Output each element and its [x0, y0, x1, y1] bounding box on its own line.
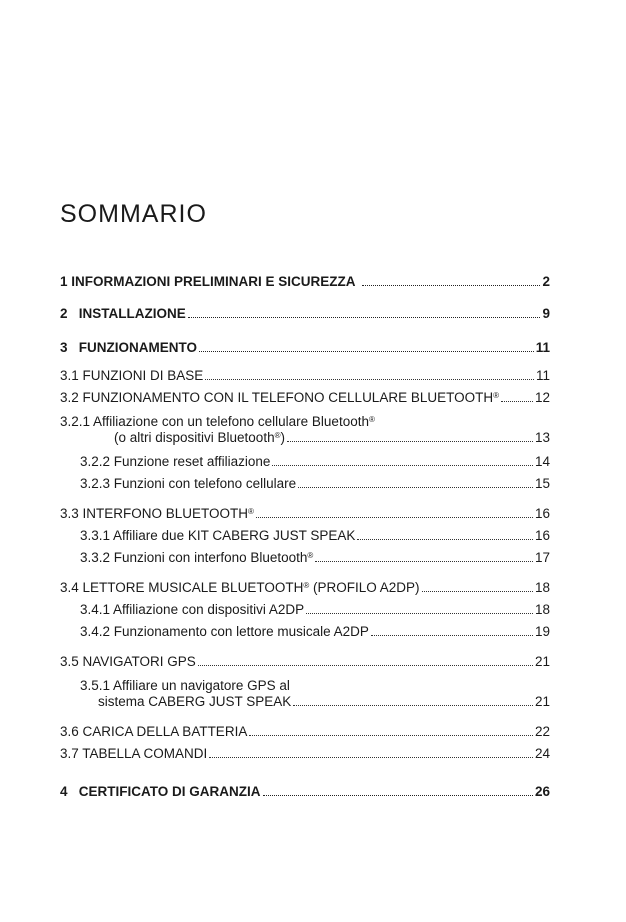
- dot-leader: [199, 350, 534, 352]
- toc-entry-3-2[interactable]: [60, 390, 550, 406]
- toc-entry-title: 3.3.2 Funzioni con interfono Bluetooth®: [80, 550, 314, 565]
- toc-entry-page: 18: [534, 602, 550, 617]
- toc-entry-3-2-1[interactable]: [60, 414, 375, 430]
- toc-entry-3-6[interactable]: [60, 724, 550, 740]
- toc-entry-title: 1 INFORMAZIONI PRELIMINARI E SICUREZZA: [60, 274, 356, 289]
- toc-entry-title: 3.4 LETTORE MUSICALE BLUETOOTH® (PROFILO A2DP): [60, 580, 420, 595]
- toc-entry-page: 12: [534, 390, 550, 405]
- toc-entry-title: 3.6 CARICA DELLA BATTERIA: [60, 724, 248, 739]
- toc-entry-title: 3.3.1 Affiliare due KIT CABERG JUST SPEAK: [80, 528, 356, 543]
- toc-entry-page: 13: [534, 430, 550, 445]
- dot-leader: [357, 538, 533, 540]
- toc-entry-page: 24: [534, 746, 550, 761]
- toc-entry-title: (o altri dispositivi Bluetooth®): [114, 430, 285, 445]
- toc-entry-title: 3.2 FUNZIONAMENTO CON IL TELEFONO CELLULARE BLUETOOTH®: [60, 390, 500, 405]
- toc-entry-title: 4 CERTIFICATO DI GARANZIA: [60, 784, 261, 799]
- dot-leader: [298, 486, 533, 488]
- toc-entry-3-4[interactable]: [60, 580, 550, 596]
- dot-leader: [209, 756, 533, 758]
- dot-leader: [371, 634, 533, 636]
- toc-entry-2[interactable]: [60, 306, 550, 322]
- toc-entry-3-5-1[interactable]: [80, 678, 290, 694]
- toc-entry-3-2-1-cont[interactable]: [114, 430, 550, 446]
- dot-leader: [306, 612, 533, 614]
- toc-entry-4[interactable]: [60, 784, 550, 800]
- registered-mark: ®: [303, 581, 310, 590]
- toc-entry-title: 3.5.1 Affiliare un navigatore GPS al: [80, 678, 290, 693]
- toc-entry-3-5[interactable]: [60, 654, 550, 670]
- dot-leader: [263, 794, 533, 796]
- toc-entry-page: 16: [534, 506, 550, 521]
- dot-leader: [249, 734, 533, 736]
- registered-mark: ®: [248, 507, 254, 516]
- registered-mark: ®: [307, 551, 314, 560]
- toc-entry-title: 3.1 FUNZIONI DI BASE: [60, 368, 204, 383]
- toc-entry-page: 9: [542, 306, 550, 321]
- toc-entry-page: 26: [534, 784, 550, 799]
- dot-leader: [256, 516, 533, 518]
- toc-entry-3-1[interactable]: [60, 368, 550, 384]
- toc-entry-title: 3.2.3 Funzioni con telefono cellulare: [80, 476, 297, 491]
- toc-entry-1[interactable]: [60, 274, 550, 290]
- toc-entry-title: 3.5 NAVIGATORI GPS: [60, 654, 196, 669]
- toc-entry-title: 3.4.2 Funzionamento con lettore musicale A2DP: [80, 624, 369, 639]
- dot-leader: [362, 284, 541, 286]
- dot-leader: [293, 704, 533, 706]
- dot-leader: [188, 316, 541, 318]
- toc-entry-3-7[interactable]: [60, 746, 550, 762]
- toc-entry-3-2-2[interactable]: [80, 454, 550, 470]
- toc-entry-page: 11: [535, 368, 550, 383]
- toc-entry-page: 11: [535, 340, 550, 355]
- toc-entry-title: 3.2.2 Funzione reset affiliazione: [80, 454, 271, 469]
- toc-entry-title: 2 INSTALLAZIONE: [60, 306, 186, 321]
- dot-leader: [501, 400, 533, 402]
- page-title: SOMMARIO: [60, 200, 207, 228]
- toc-entry-page: 15: [534, 476, 550, 491]
- toc-entry-page: 16: [534, 528, 550, 543]
- dot-leader: [315, 560, 533, 562]
- toc-entry-page: 19: [534, 624, 550, 639]
- toc-entry-3-3-2[interactable]: [80, 550, 550, 566]
- registered-mark: ®: [274, 431, 281, 440]
- toc-entry-title: 3.3 INTERFONO BLUETOOTH®: [60, 506, 254, 521]
- dot-leader: [272, 464, 533, 466]
- registered-mark: ®: [368, 415, 375, 424]
- toc-entry-3[interactable]: [60, 340, 550, 356]
- toc-entry-3-4-1[interactable]: [80, 602, 550, 618]
- toc-entry-3-2-3[interactable]: [80, 476, 550, 492]
- toc-entry-title: 3 FUNZIONAMENTO: [60, 340, 198, 355]
- dot-leader: [198, 664, 533, 666]
- toc-entry-page: 21: [534, 694, 550, 709]
- registered-mark: ®: [493, 391, 500, 400]
- toc-entry-title: 3.7 TABELLA COMANDI: [60, 746, 208, 761]
- toc-entry-page: 21: [534, 654, 550, 669]
- toc-entry-3-4-2[interactable]: [80, 624, 550, 640]
- dot-leader: [205, 378, 534, 380]
- toc-entry-title: 3.2.1 Affiliazione con un telefono cellulare Bluetooth: [60, 414, 369, 429]
- toc-entry-page: 22: [534, 724, 550, 739]
- toc-entry-page: 2: [542, 274, 550, 289]
- toc-entry-title: sistema CABERG JUST SPEAK: [98, 694, 292, 709]
- toc-entry-title: 3.4.1 Affiliazione con dispositivi A2DP: [80, 602, 305, 617]
- dot-leader: [287, 440, 533, 442]
- toc-entry-3-5-1-cont[interactable]: [98, 694, 550, 710]
- toc-entry-page: 18: [534, 580, 550, 595]
- toc-entry-page: 14: [534, 454, 550, 469]
- toc-entry-page: 17: [534, 550, 550, 565]
- toc-entry-3-3[interactable]: [60, 506, 550, 522]
- dot-leader: [422, 590, 533, 592]
- toc-entry-3-3-1[interactable]: [80, 528, 550, 544]
